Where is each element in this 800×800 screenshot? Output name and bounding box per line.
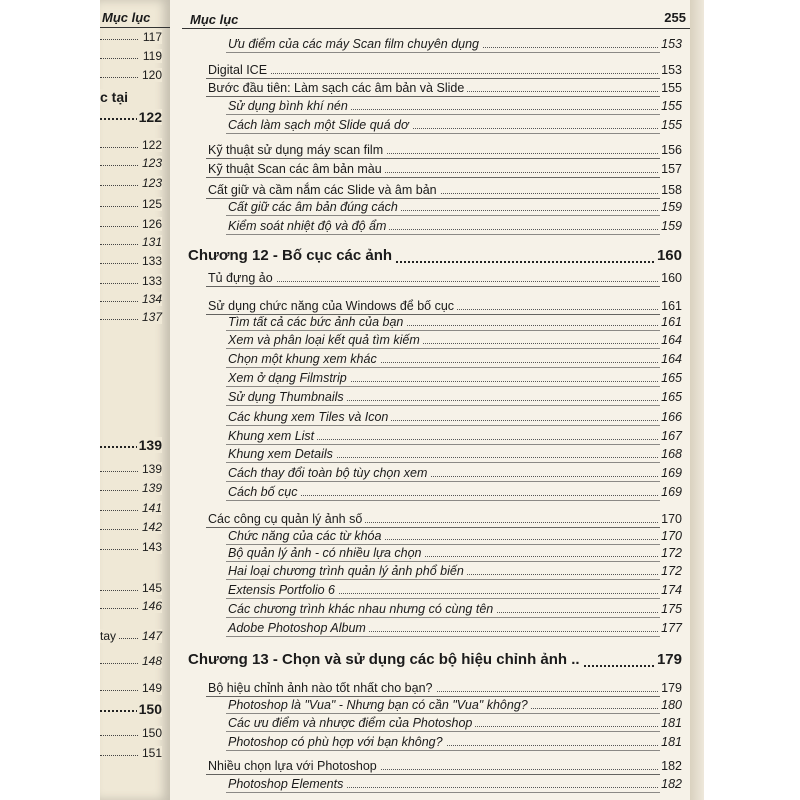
entry-underline bbox=[206, 158, 660, 159]
dot-leader bbox=[100, 529, 138, 530]
left-toc-page: 142 bbox=[141, 520, 162, 534]
dot-leader bbox=[100, 549, 138, 550]
left-toc-page: 147 bbox=[141, 629, 162, 643]
entry-underline bbox=[226, 481, 660, 482]
toc-entry-page: 158 bbox=[658, 183, 682, 197]
left-toc-row bbox=[100, 234, 162, 252]
dot-leader bbox=[100, 263, 138, 264]
toc-entry-page: 165 bbox=[658, 390, 682, 404]
toc-entry-text: Cất giữ và cầm nắm các Slide và âm bản bbox=[208, 183, 440, 197]
left-toc-page: 122 bbox=[138, 109, 162, 125]
dot-leader bbox=[208, 281, 678, 282]
dot-leader bbox=[100, 39, 138, 40]
dot-leader bbox=[100, 690, 138, 691]
toc-entry-text: Nhiều chọn lựa với Photoshop bbox=[208, 759, 380, 773]
toc-entry-page: 157 bbox=[658, 162, 682, 176]
left-toc-row bbox=[100, 309, 162, 327]
entry-underline bbox=[206, 78, 660, 79]
left-toc-page: 150 bbox=[138, 701, 162, 717]
dot-leader bbox=[100, 608, 138, 609]
left-toc-row bbox=[100, 539, 162, 557]
toc-entry-page: 170 bbox=[658, 529, 682, 543]
toc-entry-text: Khung xem Details bbox=[228, 447, 336, 461]
toc-entry-text: Extensis Portfolio 6 bbox=[228, 583, 338, 597]
left-toc-row bbox=[100, 436, 162, 454]
left-toc-page: 119 bbox=[142, 49, 162, 63]
toc-entry-text: Các khung xem Tiles và Icon bbox=[228, 410, 391, 424]
toc-entry-page: 181 bbox=[658, 735, 682, 749]
page-number: 255 bbox=[664, 10, 686, 25]
left-toc-row bbox=[100, 48, 162, 66]
entry-underline bbox=[226, 617, 660, 618]
left-toc-row bbox=[100, 88, 162, 106]
dot-leader bbox=[100, 301, 138, 302]
dot-leader bbox=[100, 735, 138, 736]
toc-entry-text: Xem và phân loại kết quả tìm kiếm bbox=[228, 333, 423, 347]
left-toc-text: c tại bbox=[100, 89, 129, 105]
left-toc-page: 139 bbox=[141, 462, 162, 476]
toc-entry-page: 168 bbox=[658, 447, 682, 461]
left-toc-row bbox=[100, 137, 162, 155]
toc-entry-page: 165 bbox=[658, 371, 682, 385]
entry-underline bbox=[226, 579, 660, 580]
left-toc-page: 139 bbox=[141, 481, 162, 495]
dot-leader bbox=[100, 206, 138, 207]
toc-entry-page: 160 bbox=[658, 271, 682, 285]
entry-underline bbox=[226, 598, 660, 599]
left-toc-row bbox=[100, 580, 162, 598]
toc-entry-page: 172 bbox=[658, 564, 682, 578]
left-toc-page: 141 bbox=[141, 501, 162, 515]
toc-entry-page: 164 bbox=[658, 352, 682, 366]
toc-entry-text: Kiểm soát nhiệt độ và độ ẩm bbox=[228, 219, 389, 233]
left-toc-page: 143 bbox=[141, 540, 162, 554]
toc-entry-page: 175 bbox=[658, 602, 682, 616]
left-toc-page: 139 bbox=[138, 437, 162, 453]
toc-entry-text: Adobe Photoshop Album bbox=[228, 621, 369, 635]
left-toc-row bbox=[100, 700, 162, 718]
left-toc-page: 123 bbox=[141, 156, 162, 170]
entry-underline bbox=[226, 792, 660, 793]
dot-leader bbox=[100, 185, 138, 186]
left-toc-page: 120 bbox=[141, 68, 162, 82]
left-toc-page: 146 bbox=[141, 599, 162, 613]
toc-entry-text: Cách bố cục bbox=[228, 485, 300, 499]
left-toc-page: 150 bbox=[141, 726, 162, 740]
left-toc-row bbox=[100, 519, 162, 537]
left-toc-row bbox=[100, 273, 162, 291]
chapter-heading bbox=[170, 246, 690, 270]
toc-entry-page: 155 bbox=[658, 81, 682, 95]
toc-entry-page: 159 bbox=[658, 219, 682, 233]
toc-entry-text: Bộ quản lý ảnh - có nhiều lựa chọn bbox=[228, 546, 424, 560]
toc-entry-text: Các ưu điểm và nhược điểm của Photoshop bbox=[228, 716, 475, 730]
toc-entry-text: Hai loại chương trình quản lý ảnh phổ biến bbox=[228, 564, 467, 578]
dot-leader bbox=[100, 446, 138, 448]
toc-entry-page: 161 bbox=[658, 315, 682, 329]
dot-leader bbox=[100, 663, 138, 664]
toc-entry-page: 170 bbox=[658, 512, 682, 526]
toc-entry-text: Bộ hiệu chỉnh ảnh nào tốt nhất cho bạn? bbox=[208, 681, 436, 695]
toc-entry-page: 172 bbox=[658, 546, 682, 560]
toc-entry-text: Kỹ thuật Scan các âm bản màu bbox=[208, 162, 385, 176]
toc-entry-page: 159 bbox=[658, 200, 682, 214]
entry-underline bbox=[226, 114, 660, 115]
toc-entry-page: 181 bbox=[658, 716, 682, 730]
entry-underline bbox=[226, 133, 660, 134]
chapter-heading bbox=[170, 650, 690, 674]
entry-underline bbox=[226, 561, 660, 562]
dot-leader bbox=[100, 244, 138, 245]
dot-leader bbox=[100, 510, 138, 511]
dot-leader bbox=[100, 283, 138, 284]
toc-entry-page: 179 bbox=[658, 681, 682, 695]
toc-entry-page: 156 bbox=[658, 143, 682, 157]
left-toc-page: 122 bbox=[141, 138, 162, 152]
left-toc-row bbox=[100, 500, 162, 518]
toc-entry-text: Chức năng của các từ khóa bbox=[228, 529, 384, 543]
toc-entry-page: 169 bbox=[658, 466, 682, 480]
toc-entry-page: 177 bbox=[658, 621, 682, 635]
left-toc-page: 125 bbox=[141, 197, 162, 211]
entry-underline bbox=[226, 52, 660, 53]
dot-leader bbox=[100, 319, 138, 320]
entry-underline bbox=[226, 215, 660, 216]
toc-entry-page: 182 bbox=[658, 777, 682, 791]
right-page bbox=[170, 0, 690, 800]
left-toc-page: 131 bbox=[141, 235, 162, 249]
toc-entry-page: 166 bbox=[658, 410, 682, 424]
entry-underline bbox=[226, 425, 660, 426]
entry-underline bbox=[206, 177, 660, 178]
toc-entry-text: Tủ đựng ảo bbox=[208, 271, 276, 285]
toc-entry-text: Chọn một khung xem khác bbox=[228, 352, 380, 366]
toc-entry-page: 155 bbox=[658, 99, 682, 113]
dot-leader bbox=[100, 490, 138, 491]
left-header-rule bbox=[100, 27, 170, 28]
toc-entry-text: Sử dụng chức năng của Windows để bố cục bbox=[208, 299, 457, 313]
entry-underline bbox=[226, 367, 660, 368]
toc-entry-text: Sử dụng bình khí nén bbox=[228, 99, 351, 113]
entry-underline bbox=[226, 348, 660, 349]
entry-underline bbox=[226, 731, 660, 732]
toc-entry-page: 182 bbox=[658, 759, 682, 773]
entry-underline bbox=[226, 234, 660, 235]
entry-underline bbox=[226, 386, 660, 387]
toc-entry-text: Cách làm sạch một Slide quá dơ bbox=[228, 118, 412, 132]
left-toc-row bbox=[100, 196, 162, 214]
entry-underline bbox=[226, 636, 660, 637]
entry-underline bbox=[206, 286, 660, 287]
page-edge bbox=[690, 0, 704, 800]
toc-entry-page: 174 bbox=[658, 583, 682, 597]
toc-entry-text: Cất giữ các âm bản đúng cách bbox=[228, 200, 401, 214]
left-toc-page: 134 bbox=[141, 292, 162, 306]
left-facing-page bbox=[100, 0, 170, 800]
left-toc-row bbox=[100, 155, 162, 173]
dot-leader bbox=[208, 73, 678, 74]
left-toc-row bbox=[100, 680, 162, 698]
left-toc-page: 149 bbox=[141, 681, 162, 695]
right-page-header: Mục lục bbox=[190, 12, 239, 27]
entry-underline bbox=[206, 774, 660, 775]
toc-entry-text: Tìm tất cả các bức ảnh của bạn bbox=[228, 315, 406, 329]
entry-underline bbox=[226, 713, 660, 714]
left-toc-row bbox=[100, 216, 162, 234]
toc-entry-page: 179 bbox=[654, 651, 682, 668]
dot-leader bbox=[100, 165, 138, 166]
entry-underline bbox=[226, 750, 660, 751]
dot-leader bbox=[100, 226, 138, 227]
left-toc-page: 133 bbox=[141, 274, 162, 288]
left-toc-row bbox=[100, 725, 162, 743]
toc-entry-text: Các công cụ quản lý ảnh số bbox=[208, 512, 365, 526]
entry-underline bbox=[206, 96, 660, 97]
left-toc-row bbox=[100, 461, 162, 479]
toc-entry-page: 155 bbox=[658, 118, 682, 132]
left-toc-page: 151 bbox=[141, 746, 162, 760]
left-toc-row bbox=[100, 628, 162, 646]
dot-leader bbox=[100, 118, 138, 120]
toc-entry-text: Kỹ thuật sử dụng máy scan film bbox=[208, 143, 386, 157]
left-toc-text: tay bbox=[100, 629, 117, 643]
toc-entry-text: Digital ICE bbox=[208, 63, 270, 77]
toc-entry-page: 160 bbox=[654, 247, 682, 264]
left-page-header: Mục lục bbox=[102, 10, 151, 25]
left-toc-row bbox=[100, 175, 162, 193]
toc-entry-text: Chương 12 - Bố cục các ảnh bbox=[188, 247, 395, 264]
toc-entry-page: 169 bbox=[658, 485, 682, 499]
left-toc-row bbox=[100, 29, 162, 47]
toc-entry-text: Photoshop Elements bbox=[228, 777, 346, 791]
dot-leader bbox=[100, 590, 138, 591]
toc-entry-text: Photoshop là "Vua" - Nhưng bạn có cần "Vua" không? bbox=[228, 698, 531, 712]
toc-entry-text: Ưu điểm của các máy Scan film chuyên dụng bbox=[228, 37, 482, 51]
left-toc-page: 133 bbox=[141, 254, 162, 268]
toc-entry-text: Chương 13 - Chọn và sử dụng các bộ hiệu chỉnh ảnh .. bbox=[188, 651, 583, 668]
dot-leader bbox=[100, 710, 138, 712]
left-toc-page: 148 bbox=[141, 654, 162, 668]
toc-entry-page: 180 bbox=[658, 698, 682, 712]
dot-leader bbox=[100, 77, 138, 78]
left-toc-row bbox=[100, 480, 162, 498]
toc-entry-text: Cách thay đổi toàn bộ tùy chọn xem bbox=[228, 466, 430, 480]
toc-entry-page: 164 bbox=[658, 333, 682, 347]
entry-underline bbox=[226, 444, 660, 445]
left-toc-row bbox=[100, 291, 162, 309]
dot-leader bbox=[100, 471, 138, 472]
entry-underline bbox=[226, 462, 660, 463]
left-toc-row bbox=[100, 653, 162, 671]
dot-leader bbox=[100, 58, 138, 59]
toc-entry-text: Các chương trình khác nhau nhưng có cùng tên bbox=[228, 602, 496, 616]
toc-entry-page: 153 bbox=[658, 37, 682, 51]
toc-entry-text: Sử dụng Thumbnails bbox=[228, 390, 347, 404]
toc-entry-text: Bước đầu tiên: Làm sạch các âm bản và Slide bbox=[208, 81, 467, 95]
toc-entry-text: Xem ở dạng Filmstrip bbox=[228, 371, 350, 385]
toc-entry-text: Khung xem List bbox=[228, 429, 317, 443]
toc-entry-page: 161 bbox=[658, 299, 682, 313]
left-toc-row bbox=[100, 745, 162, 763]
left-toc-page: 117 bbox=[142, 30, 162, 44]
left-toc-row bbox=[100, 67, 162, 85]
entry-underline bbox=[226, 405, 660, 406]
entry-underline bbox=[226, 500, 660, 501]
left-toc-row bbox=[100, 598, 162, 616]
dot-leader bbox=[100, 755, 138, 756]
dot-leader bbox=[100, 147, 138, 148]
toc-entry-page: 153 bbox=[658, 63, 682, 77]
left-toc-page: 137 bbox=[141, 310, 162, 324]
entry-underline bbox=[226, 330, 660, 331]
left-toc-page: 123 bbox=[141, 176, 162, 190]
toc-entry-page: 167 bbox=[658, 429, 682, 443]
header-rule bbox=[182, 28, 690, 29]
toc-entry-text: Photoshop có phù hợp với bạn không? bbox=[228, 735, 446, 749]
left-toc-page: 145 bbox=[141, 581, 162, 595]
left-toc-row bbox=[100, 253, 162, 271]
left-toc-page: 126 bbox=[141, 217, 162, 231]
left-toc-row bbox=[100, 108, 162, 126]
